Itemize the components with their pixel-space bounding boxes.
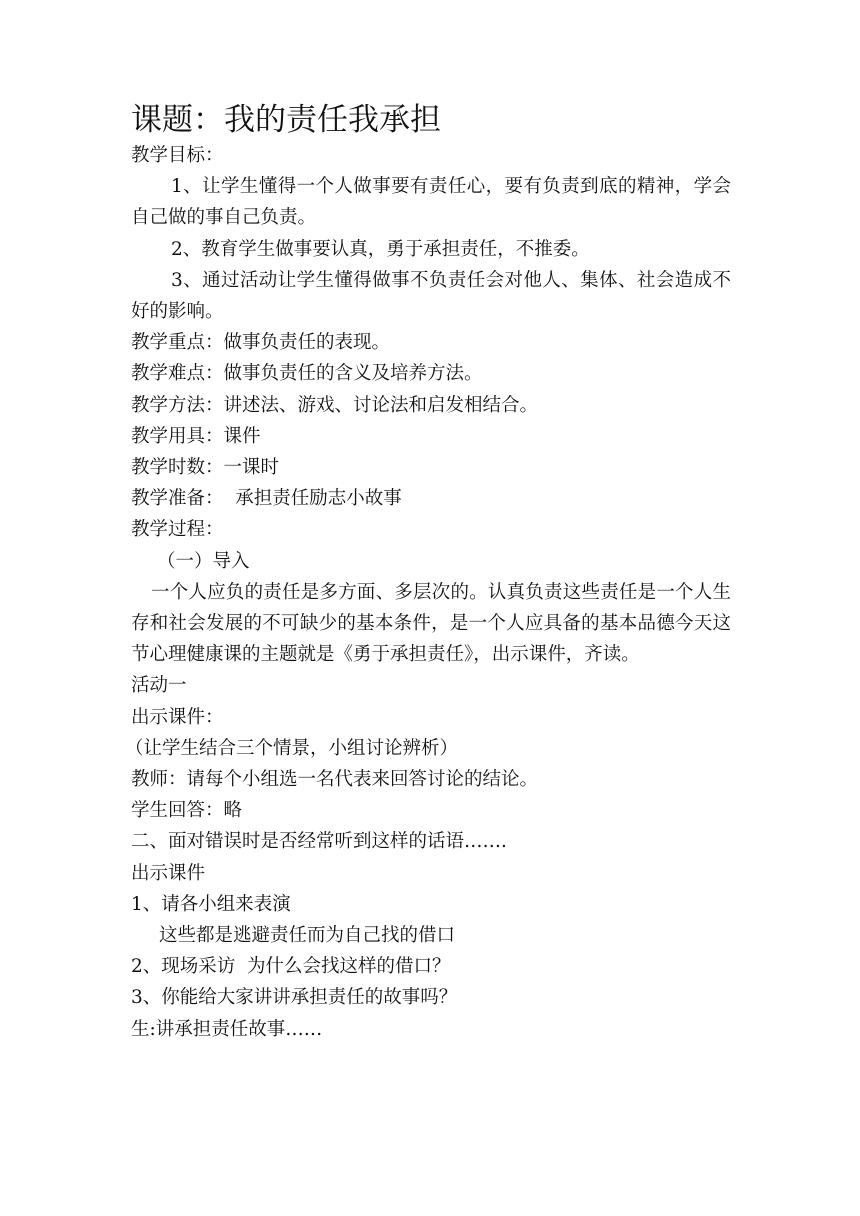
intro-paragraph: 一个人应负的责任是多方面、多层次的。认真负责这些责任是一个人生存和社会发展的不可缺少的基本条件，是一个人应具备的基本品德今天这节心理健康课的主题就是《勇于承担责任》，出示课件，齐读。 — [131, 581, 731, 666]
lesson-title: 课题：我的责任我承担 — [131, 102, 441, 138]
teaching-hours: 教学时数：一课时 — [131, 457, 280, 479]
objectives-heading: 教学目标： — [131, 145, 224, 166]
teaching-methods: 教学方法：讲述法、游戏、讨论法和启发相结合。 — [131, 394, 539, 416]
student-story: 生:讲承担责任故事…… — [131, 1018, 323, 1040]
show-courseware-2: 出示课件 — [131, 862, 206, 884]
lesson-plan-body — [125, 100, 731, 1045]
section-1-heading: （一）导入 — [157, 550, 250, 572]
activity-1: 活动一 — [131, 675, 187, 697]
objective-3: 3、通过活动让学生懂得做事不负责任会对他人、集体、社会造成不好的影响。 — [131, 269, 731, 323]
step-3: 3、你能给大家讲讲承担责任的故事吗？ — [131, 987, 458, 1009]
show-courseware-1: 出示课件： — [131, 706, 224, 728]
teaching-preparation: 教学准备： 承担责任励志小故事 — [131, 488, 402, 510]
teaching-tools: 教学用具：课件 — [131, 425, 261, 447]
discussion-note: （让学生结合三个情景，小组讨论辨析） — [125, 737, 459, 759]
section-2-heading: 二、面对错误时是否经常听到这样的话语……. — [131, 831, 507, 853]
process-heading: 教学过程： — [131, 519, 224, 541]
objective-1: 1、让学生懂得一个人做事要有责任心，要有负责到底的精神，学会自己做的事自己负责。 — [131, 176, 731, 229]
student-answer: 学生回答：略 — [131, 800, 243, 822]
step-2: 2、现场采访 为什么会找这样的借口？ — [131, 956, 451, 978]
step-1-note: 这些都是逃避责任而为自己找的借口 — [159, 925, 456, 947]
teacher-line: 教师：请每个小组选一名代表来回答讨论的结论。 — [131, 769, 539, 791]
difficulty: 教学难点：做事负责任的含义及培养方法。 — [131, 363, 483, 385]
step-1: 1、请各小组来表演 — [131, 893, 291, 915]
key-point: 教学重点：做事负责任的表现。 — [131, 332, 391, 354]
objective-2: 2、教育学生做事要认真，勇于承担责任，不推委。 — [171, 238, 590, 260]
